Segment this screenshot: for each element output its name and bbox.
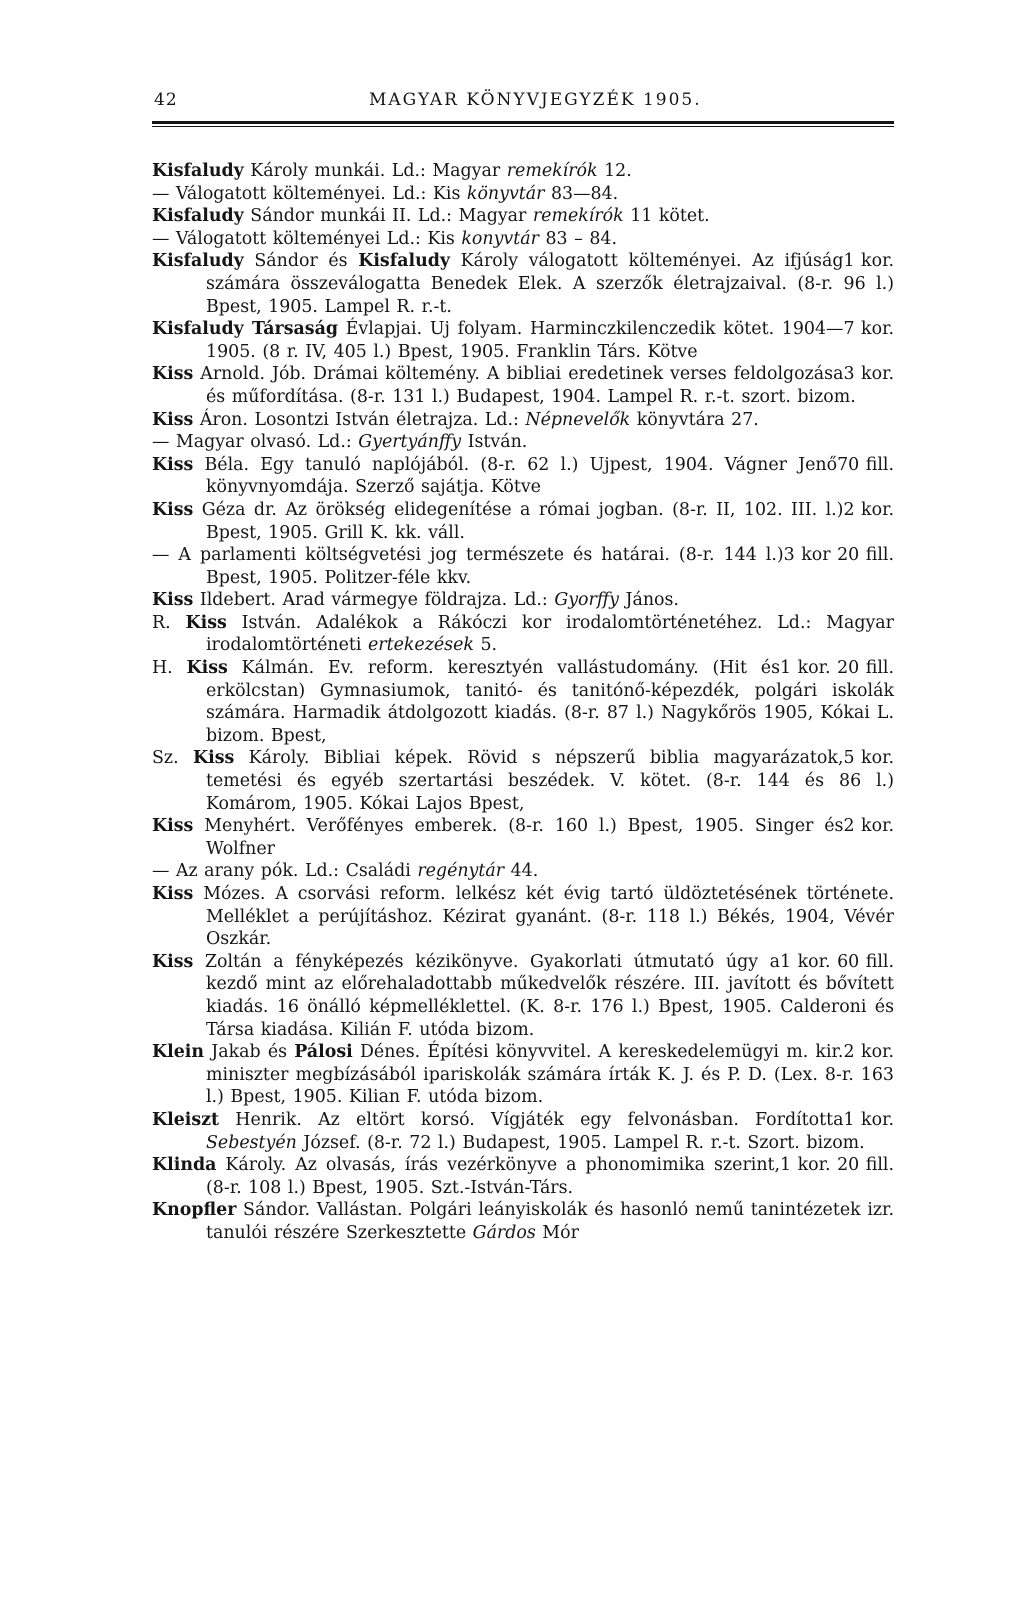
entry-prefix: Sz. <box>152 748 193 769</box>
entry-text: Válogatott költeményei Ld.: Kis <box>175 228 462 249</box>
entry-text: Károly munkái. Ld.: Magyar <box>243 161 507 181</box>
entry-heading-secondary: Kisfaludy <box>358 251 450 272</box>
entry-text: Károly. Bibliai képek. Rövid s népszerű biblia magyarázatok, temetési és egyéb szertartási beszédek. V. kötet. (8-r. 144 és 86 l.) Komárom, 1905. Kókai Lajos Bpest, <box>206 748 894 814</box>
catalog-entry <box>152 544 894 589</box>
catalog-entry <box>152 1109 894 1154</box>
entry-text: A parlamenti költségvetési jog természete és határai. (8-r. 144 l.) Bpest, 1905. Politzer-féle kkv. <box>178 545 784 588</box>
entry-text-tail: 11 kötet. <box>623 206 710 227</box>
entry-heading: Kiss <box>152 884 194 904</box>
entry-text: Kálmán. Ev. reform. keresztyén vallástudomány. (Hit és erkölcstan) Gymnasiumok, tanitó- és tanitónő-képezdék, polgári iskolák számára. Harmadik átdolgozott kiadás. (8-r. 87 l.) Nagykőrös 1905, Kókai L. bizom. Bpest, <box>206 658 894 746</box>
catalog-entry <box>152 409 894 432</box>
entry-text: Magyar olvasó. Ld.: <box>175 432 359 453</box>
entry-text: Henrik. Az eltört korsó. Vígjáték egy felvonásban. Fordította <box>219 1109 844 1130</box>
catalog-entry <box>152 747 894 815</box>
entry-text-tail: 83 – 84. <box>538 228 617 249</box>
catalog-entry <box>152 318 894 363</box>
entry-series-title: Gyertyánffy <box>358 432 462 453</box>
catalog-entry <box>152 1199 894 1244</box>
entry-prefix: — <box>152 228 176 249</box>
entry-price: 7 kor. <box>843 319 894 340</box>
catalog-entry <box>152 363 894 408</box>
entry-heading: Kisfaludy Társaság <box>152 319 338 340</box>
catalog-entry <box>152 1041 894 1109</box>
entry-text-tail: 5. <box>473 635 498 656</box>
catalog-entry <box>152 951 894 1041</box>
entry-series-title: remekírók <box>532 206 624 227</box>
entry-text-continued: Károly válogatott költeményei. Az ifjúság számára összeválogatta Benedek Elek. A szerzők életrajzaival. (8-r. 96 l.) Bpest, 1905. Lampel R. r.-t. <box>206 251 894 317</box>
entry-heading: Kiss <box>186 658 228 679</box>
entry-heading: Klinda <box>152 1155 217 1176</box>
entry-text: Arnold. Jób. Drámai költemény. A bibliai eredetinek verses feldolgozása és műfordítása. (8-r. 131 l.) Budapest, 1904. Lampel R. r.-t. szort. bizom. <box>193 364 856 407</box>
entry-text: Béla. Egy tanuló naplójából. (8-r. 62 l.) Ujpest, 1904. Vágner Jenő könyvnyomdája. Szerző sajátja. Kötve <box>193 454 838 498</box>
entry-heading: Kiss <box>152 951 194 972</box>
entry-text: Géza dr. Az örökség elidegenítése a római jogban. (8-r. II, 102. III. l.) Bpest, 1905. Grill K. kk. váll. <box>193 499 844 543</box>
entry-text-tail: Mór <box>535 1222 579 1243</box>
entry-price: 5 kor. <box>843 748 894 769</box>
catalog-entry <box>152 883 894 951</box>
entry-prefix: H. <box>152 658 187 679</box>
entry-text: Menyhért. Verőfényes emberek. (8-r. 160 l.) Bpest, 1905. Singer és Wolfner <box>193 816 844 859</box>
entry-text: Károly. Az olvasás, írás vezérkönyve a phonomimika szerint, (8-r. 108 l.) Bpest, 1905. Szt.-István-Társ. <box>206 1155 781 1198</box>
entry-text-tail: József. (8-r. 72 l.) Budapest, 1905. Lampel R. r.-t. Szort. bizom. <box>296 1132 865 1153</box>
entry-price: 3 kor. <box>843 364 894 385</box>
catalog-entry <box>152 431 894 454</box>
entry-text-tail: István. <box>461 432 528 453</box>
entry-heading: Kiss <box>185 612 227 633</box>
entry-text: Válogatott költeményei. Ld.: Kis <box>175 183 467 204</box>
catalog-entry <box>152 205 894 228</box>
entry-prefix: — <box>152 545 179 566</box>
entry-price: 2 kor. <box>843 1042 894 1063</box>
entry-heading: Kiss <box>152 364 194 385</box>
entry-heading: Kisfaludy <box>152 161 244 181</box>
entry-text: Sándor munkái II. Ld.: Magyar <box>243 206 533 227</box>
entry-series-title: konyvtár <box>461 228 539 249</box>
entry-series-title: ertekezések <box>368 635 474 656</box>
entry-text-tail: könyvtára 27. <box>630 409 759 430</box>
entry-series-title: Gyorffy <box>554 590 619 611</box>
entry-price: 1 kor. <box>843 1109 894 1130</box>
entry-heading: Kisfaludy <box>152 251 244 272</box>
catalog-entry <box>152 860 894 883</box>
entry-text: Zoltán a fényképezés kézikönyve. Gyakorlati útmutató úgy a kezdő mint az előrehaladottabb műkedvelők részére. III. javított és bővített kiadás. 16 önálló képmelléklettel. (K. 8-r. 176 l.) Bpest, 1905. Calderoni és Társa kiadása. Kilián F. utóda bizom. <box>193 951 894 1040</box>
entry-heading: Kiss <box>152 409 194 430</box>
entry-text: Évlapjai. Uj folyam. Harminczkilenczedik kötet. 1904—1905. (8 r. IV, 405 l.) Bpest, 1905. Franklin Társ. Kötve <box>206 319 844 362</box>
entry-text: Sándor. Vallástan. Polgári leányiskolák és hasonló nemű tanintézetek izr. tanulói részére Szerkesztette <box>206 1200 894 1243</box>
entry-series-title: regénytár <box>417 861 505 882</box>
entry-heading: Knopfler <box>152 1200 237 1221</box>
entry-heading: Kiss <box>152 590 194 611</box>
entry-price: 2 kor. <box>843 499 894 520</box>
catalog-entry <box>152 250 894 318</box>
catalog-entry <box>152 499 894 544</box>
entry-price: 2 kor. <box>843 816 894 837</box>
catalog-entry <box>152 589 894 612</box>
catalog-entry <box>152 1154 894 1199</box>
entry-heading: Klein <box>152 1042 205 1063</box>
entry-series-title: könyvtár <box>466 183 545 204</box>
catalog-entry <box>152 228 894 251</box>
catalog-entry <box>152 612 894 657</box>
entry-price: 70 fill. <box>837 454 894 475</box>
entry-text: Sándor és <box>243 251 359 272</box>
catalog-entry <box>152 815 894 860</box>
entry-heading-secondary: Pálosi <box>294 1042 353 1063</box>
entry-prefix: — <box>152 432 176 453</box>
entry-series-title: Sebestyén <box>206 1132 297 1153</box>
entry-text: Az arany pók. Ld.: Családi <box>175 861 418 882</box>
entry-heading: Kisfaludy <box>152 206 244 227</box>
header-rule-thin <box>152 126 894 127</box>
entry-price: 3 kor 20 fill. <box>783 545 894 566</box>
entry-heading: Kiss <box>152 816 194 837</box>
entry-price: 1 kor. <box>843 251 894 272</box>
entry-heading: Kiss <box>192 748 235 769</box>
entry-price: 1 kor. 20 fill. <box>780 1155 894 1176</box>
catalog-entry <box>152 454 894 499</box>
entry-heading: Kiss <box>152 454 194 475</box>
entry-prefix: — <box>152 861 176 882</box>
catalog-entry <box>152 657 894 747</box>
entry-text-continued: Dénes. Építési könyvvitel. A kereskedelemügyi m. kir. miniszter megbízásából ipariskolák számára írták K. J. és P. D. (Lex. 8-r. 163 l.) Bpest, 1905. Kilian F. utóda bizom. <box>206 1042 894 1108</box>
entry-prefix: — <box>152 183 176 204</box>
entry-text: István. Adalékok a Rákóczi kor irodalomtörténetéhez. Ld.: Magyar irodalomtörténeti <box>206 612 894 656</box>
entry-text: Mózes. A csorvási reform. lelkész két évig tartó üldöztetésének története. Melléklet a perújításhoz. Kézirat gyanánt. (8-r. 118 l.) Békés, 1904, Vévér Oszkár. <box>193 884 894 950</box>
catalog-entry <box>152 183 894 206</box>
entry-heading: Kleiszt <box>152 1109 220 1130</box>
running-title: MAGYAR KÖNYVJEGYZÉK 1905. <box>369 90 702 110</box>
entry-text: Jakab és <box>204 1042 295 1063</box>
entry-text-tail: 83—84. <box>544 183 619 204</box>
entry-series-title: Gárdos <box>472 1222 536 1243</box>
entry-text: Áron. Losontzi István életrajza. Ld.: <box>193 409 526 430</box>
entry-price: 1 kor. 20 fill. <box>780 658 894 679</box>
entry-text-tail: János. <box>618 590 679 611</box>
catalog-entry <box>152 160 894 183</box>
entry-prefix: R. <box>152 612 186 633</box>
entry-price: 1 kor. 60 fill. <box>780 951 894 972</box>
entry-text-tail: 44. <box>504 861 539 882</box>
entry-series-title: Népnevelők <box>525 409 631 430</box>
header-rule-thick <box>152 121 894 124</box>
entry-text-tail: 12. <box>597 161 632 181</box>
page-number: 42 <box>154 90 178 110</box>
catalog-entries <box>152 160 894 1245</box>
entry-series-title: remekírók <box>506 161 598 181</box>
running-head <box>154 90 892 120</box>
entry-heading: Kiss <box>152 499 194 520</box>
entry-text: Ildebert. Arad vármegye földrajza. Ld.: <box>193 590 555 611</box>
